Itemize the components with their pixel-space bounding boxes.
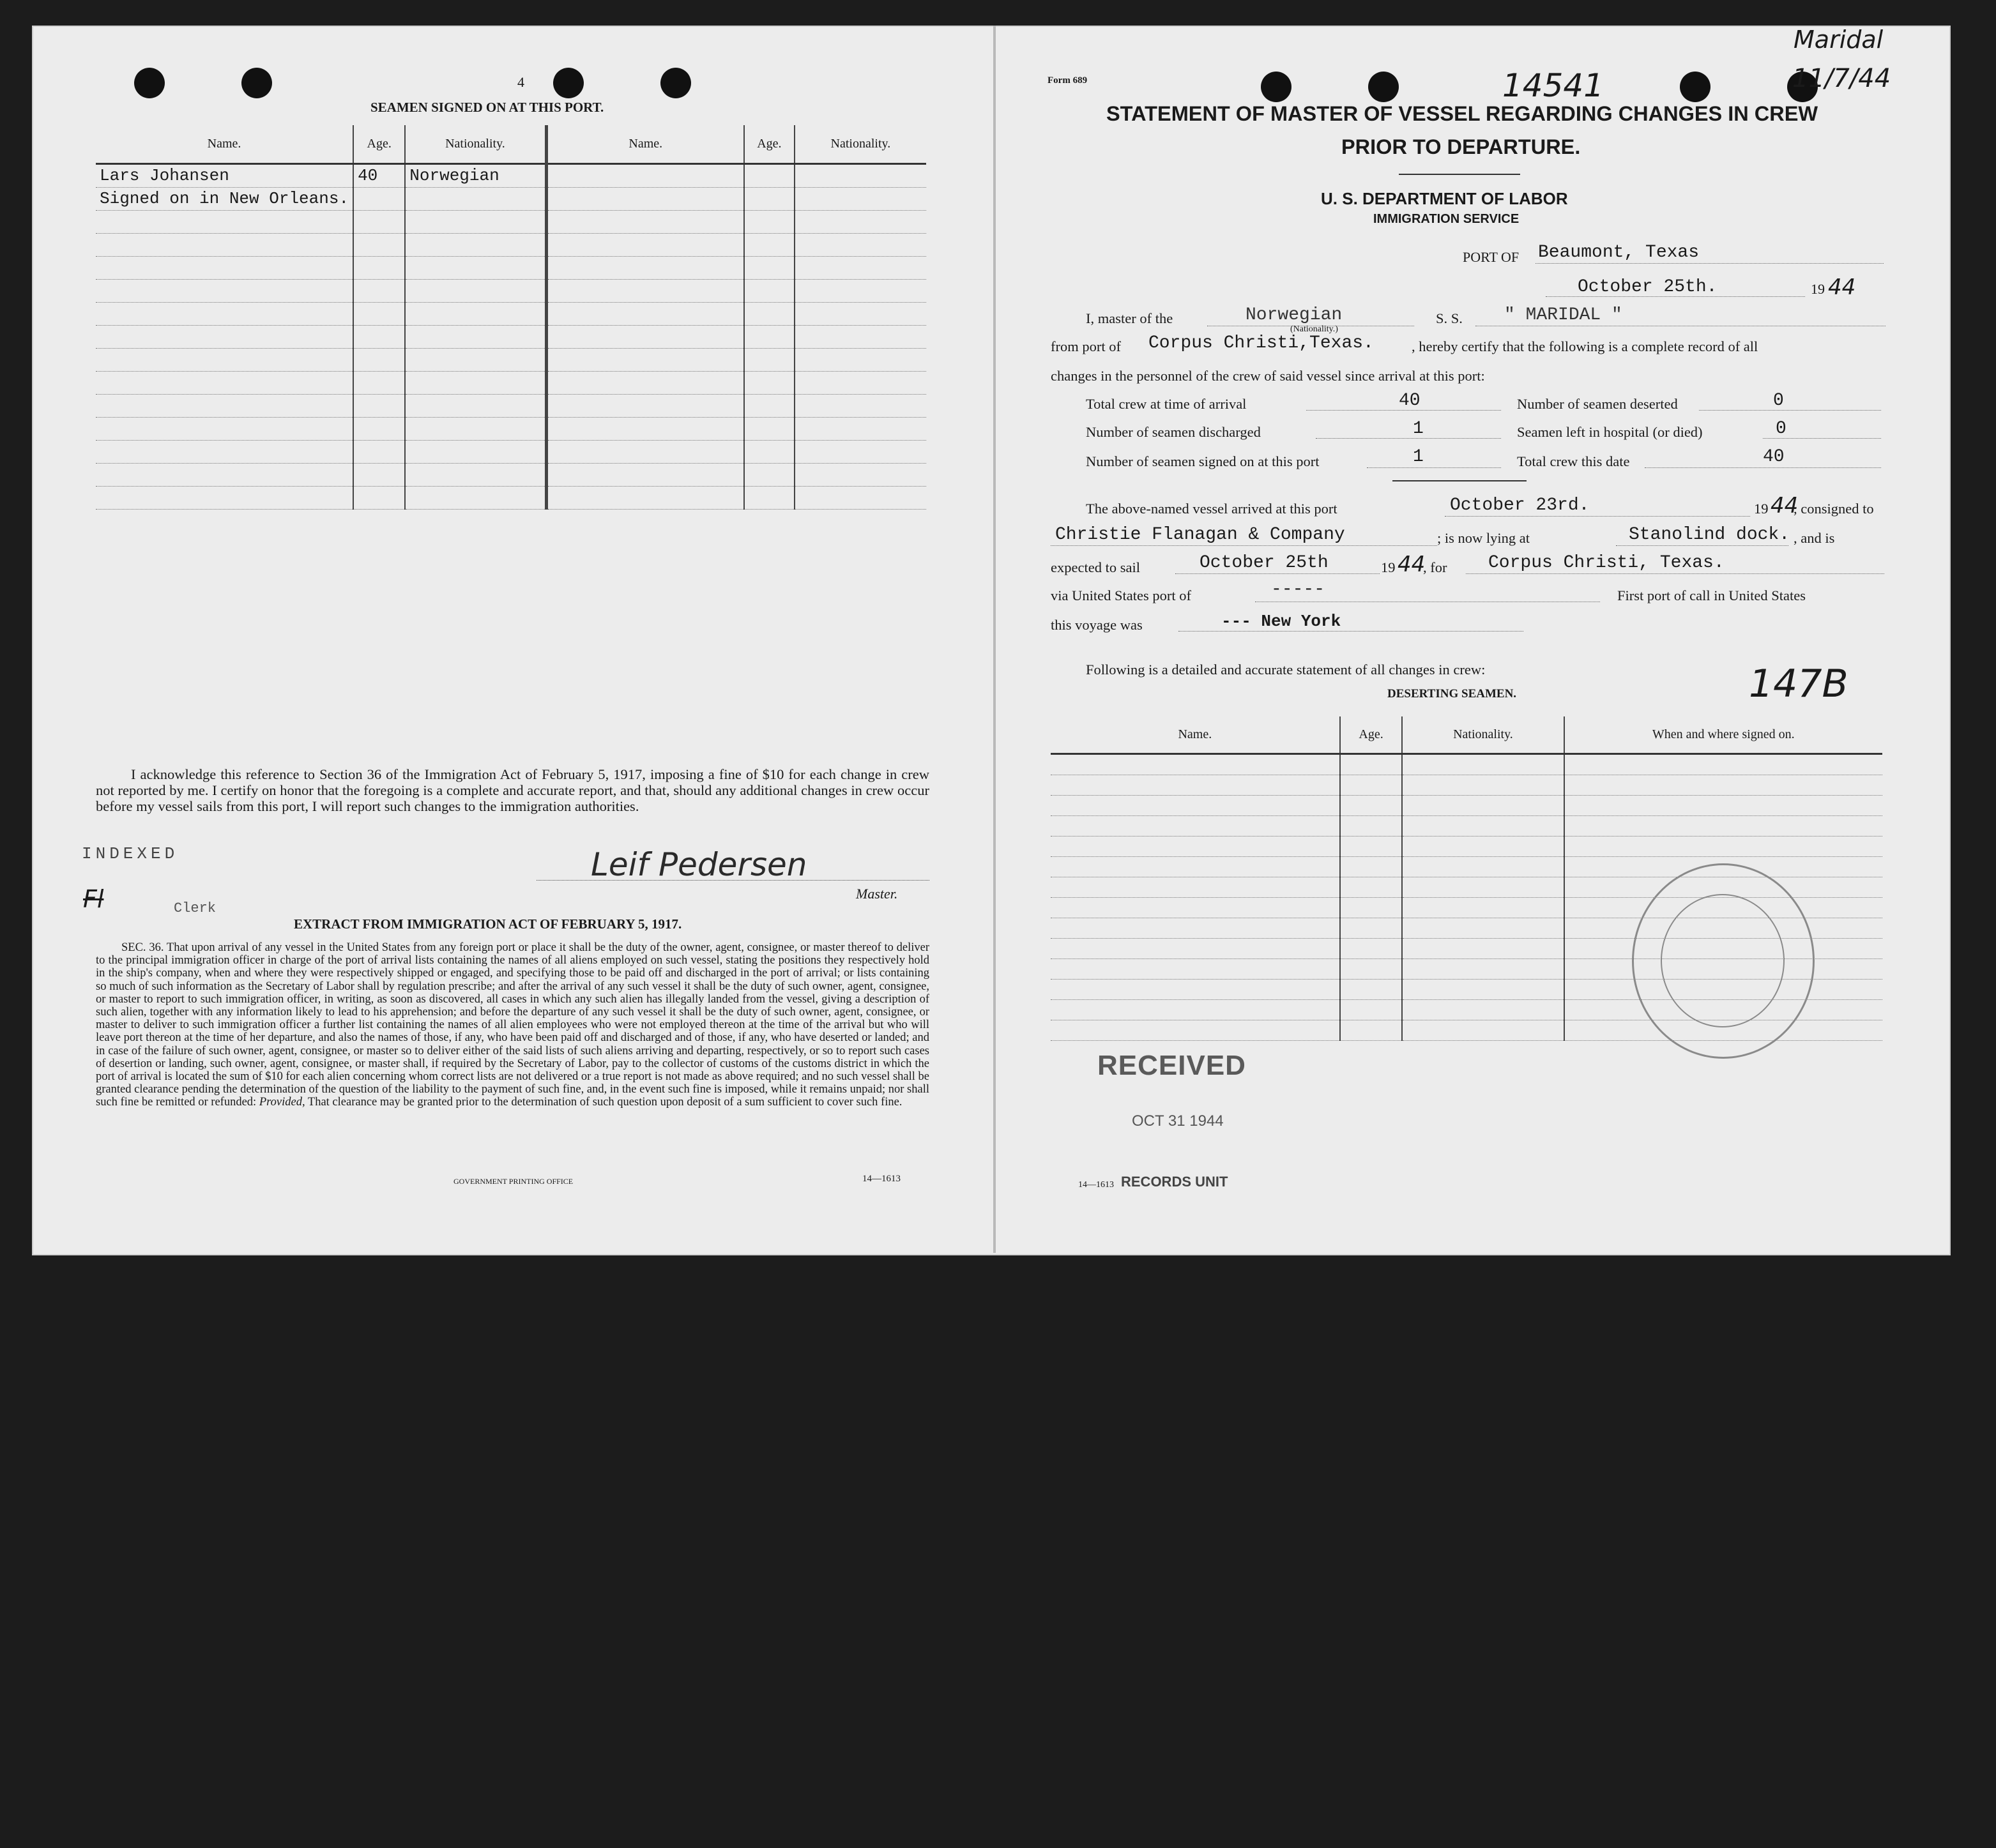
table-cell	[405, 325, 546, 348]
table-cell	[1402, 958, 1564, 979]
table-cell: Lars Johansen	[96, 163, 353, 187]
table-cell	[744, 486, 795, 509]
port-label: PORT OF	[1463, 249, 1520, 265]
signature-line	[537, 880, 929, 881]
stat-value: 1	[1413, 447, 1424, 467]
table-row	[1051, 754, 1882, 775]
lying-label: ; is now lying at	[1437, 530, 1530, 546]
table-cell	[744, 233, 795, 256]
table-row	[96, 256, 926, 279]
form-code-left: 14—1613	[862, 1174, 901, 1184]
consignee-value: Christie Flanagan & Company	[1055, 525, 1345, 545]
table-row	[1051, 815, 1882, 836]
table-cell	[96, 463, 353, 486]
table-row	[1051, 775, 1882, 795]
table-cell	[1051, 979, 1340, 999]
table-cell	[546, 325, 744, 348]
table-cell	[744, 417, 795, 440]
for-value: Corpus Christi, Texas.	[1488, 553, 1725, 573]
table-cell	[96, 348, 353, 371]
table-cell	[96, 440, 353, 463]
table-cell	[744, 440, 795, 463]
table-cell	[96, 302, 353, 325]
table-cell	[546, 394, 744, 417]
table-cell	[744, 302, 795, 325]
stat-value: 40	[1399, 391, 1421, 411]
table-row	[96, 302, 926, 325]
file-number: 14541	[1502, 67, 1604, 104]
from-port-label: from port of	[1051, 338, 1121, 354]
table-cell	[96, 210, 353, 233]
punch-hole	[134, 68, 165, 98]
for-label: , for	[1423, 559, 1447, 575]
nationality-value: Norwegian	[1246, 305, 1343, 325]
column-header: Name.	[1051, 716, 1340, 754]
table-cell	[1051, 775, 1340, 795]
following-text: Following is a detailed and accurate statement of all changes in crew:	[1086, 662, 1486, 678]
punch-hole	[241, 68, 272, 98]
field-line	[1316, 438, 1501, 439]
field-line	[1051, 545, 1437, 546]
table-cell	[1402, 754, 1564, 775]
column-header: Nationality.	[1402, 716, 1564, 754]
master-of-label: I, master of the	[1086, 310, 1173, 326]
from-port-value: Corpus Christi,Texas.	[1148, 333, 1374, 353]
acknowledgement-text: I acknowledge this reference to Section 36 of the Immigration Act of February 5, 1917, imposing a fine of $10 for each change in crew not reported by me. I certify on honor that the foregoing is a complete and accurate report, and that, should any additional changes in crew occur before my vessel sails from this port, I will report such changes to the immigration authorities.	[96, 766, 929, 814]
table-cell	[795, 394, 926, 417]
table-cell	[96, 394, 353, 417]
table-cell	[546, 463, 744, 486]
arrived-year-prefix: 19	[1754, 501, 1769, 517]
table-cell	[1051, 938, 1340, 958]
table-cell	[1402, 897, 1564, 918]
column-header: Age.	[353, 125, 405, 163]
field-line	[1763, 438, 1881, 439]
table-cell	[1564, 795, 1883, 815]
table-cell	[546, 348, 744, 371]
column-header: Name.	[546, 125, 744, 163]
punch-hole	[660, 68, 691, 98]
lying-value: Stanolind dock.	[1629, 525, 1790, 545]
table-cell	[353, 279, 405, 302]
column-header: Age.	[744, 125, 795, 163]
table-row	[96, 486, 926, 509]
column-header: When and where signed on.	[1564, 716, 1883, 754]
table-cell	[1402, 999, 1564, 1020]
stat-label: Total crew at time of arrival	[1086, 396, 1247, 412]
printer-imprint: GOVERNMENT PRINTING OFFICE	[453, 1177, 574, 1186]
table-cell	[1340, 775, 1403, 795]
table-cell	[1340, 958, 1403, 979]
table-cell	[353, 348, 405, 371]
table-cell	[353, 233, 405, 256]
table-row	[96, 417, 926, 440]
handwritten-code: 147B	[1749, 662, 1848, 706]
table-cell	[546, 279, 744, 302]
clerk-initials: Fl	[83, 885, 104, 913]
column-header: Age.	[1340, 716, 1403, 754]
table-cell	[1340, 795, 1403, 815]
table-row	[96, 187, 926, 210]
table-cell	[1340, 918, 1403, 938]
table-cell	[744, 210, 795, 233]
field-line	[1616, 545, 1788, 546]
table-cell: Signed on in New Orleans.	[96, 187, 353, 210]
extract-proviso: That clearance may be granted prior to the determination of such question upon deposit of a sum sufficient to cover such fine.	[307, 1096, 903, 1109]
table-cell	[405, 302, 546, 325]
table-cell	[546, 163, 744, 187]
table-row	[96, 210, 926, 233]
table-cell	[96, 279, 353, 302]
table-cell	[405, 187, 546, 210]
section-title: SEAMEN SIGNED ON AT THIS PORT.	[370, 100, 604, 115]
table-cell	[353, 325, 405, 348]
table-cell	[744, 187, 795, 210]
table-cell	[1051, 836, 1340, 856]
table-cell	[795, 486, 926, 509]
table-cell	[1051, 856, 1340, 877]
field-line	[1699, 410, 1881, 411]
table-row	[1051, 836, 1882, 856]
table-cell	[1340, 877, 1403, 897]
form-code-right: 14—1613	[1078, 1180, 1114, 1190]
table-cell	[1051, 815, 1340, 836]
table-row	[96, 325, 926, 348]
table-row	[96, 279, 926, 302]
table-cell	[1402, 775, 1564, 795]
table-cell	[1051, 918, 1340, 938]
deserting-title: DESERTING SEAMEN.	[1387, 687, 1517, 701]
table-cell	[795, 417, 926, 440]
table-cell	[405, 463, 546, 486]
consigned-label: , consigned to	[1794, 501, 1874, 517]
table-cell	[546, 417, 744, 440]
table-cell	[405, 348, 546, 371]
field-line	[1175, 573, 1380, 574]
table-cell	[795, 348, 926, 371]
changes-text: changes in the personnel of the crew of said vessel since arrival at this port:	[1051, 368, 1485, 384]
stat-value: 1	[1413, 419, 1424, 439]
table-cell	[1402, 938, 1564, 958]
table-cell	[96, 486, 353, 509]
table-cell	[1051, 999, 1340, 1020]
ss-label: S. S.	[1436, 310, 1463, 326]
table-cell	[353, 440, 405, 463]
table-cell	[795, 233, 926, 256]
expected-year-value: 44	[1398, 552, 1426, 577]
field-line	[1367, 467, 1501, 468]
corner-note: Maridal	[1794, 26, 1884, 54]
table-cell	[795, 325, 926, 348]
table-cell	[353, 302, 405, 325]
table-cell	[1564, 815, 1883, 836]
table-cell	[1340, 856, 1403, 877]
arrived-year-value: 44	[1771, 493, 1799, 519]
table-cell	[1051, 754, 1340, 775]
seamen-signed-on-table	[96, 125, 926, 510]
table-cell	[96, 256, 353, 279]
table-cell	[405, 279, 546, 302]
extract-text: That upon arrival of any vessel in the United States from any foreign port or place it shall be the duty of the owner, agent, consignee, or master thereof to deliver to the principal immigration officer in charge of the port of arrival lists containing the names of all aliens employed on such vessel, stating the positions they respectively hold in the ship's company, when and where they were respectively shipped or engaged, and specifying those to be paid off and discharged in the port of arrival; or lists containing so much of such information as the Secretary of Labor shall by regulation prescribe; and after the arrival of any such vessel it shall be the duty of such owner, agent, consignee, or master to report to such immigration officer, in writing, as soon as discovered, all cases in which any such alien has illegally landed from the vessel, giving a description of such alien, together with any information likely to lead to his apprehension; and before the departure of any such vessel it shall be the duty of such owner, agent, consignee, or master to deliver to such immigration officer a further list containing the names of all alien employees who were not employed thereon at the time of the arrival but who will leave port thereon at the time of her departure, and also the names of those, if any, who have been paid off and discharged and of those, if any, who have deserted or landed; and in case of the failure of such owner, agent, consignee, or master so to deliver either of the said lists of such aliens arriving and departing, respectively, or so to report such cases of desertion or landing, such owner, agent, consignee, or master shall, if required by the Secretary of Labor, pay to the collector of customs of the customs district in which the port of arrival is located the sum of $10 for each alien concerning whom correct lists are not delivered or a true report is not made as above required; and no such vessel shall be granted clearance pending the determination of the question of the liability to the payment of such fine, and, in the event such fine is imposed, while it remains unpaid; nor shall such fine be remitted or refunded:	[96, 941, 929, 1109]
via-value: -----	[1271, 580, 1325, 600]
table-cell	[405, 440, 546, 463]
table-cell: Norwegian	[405, 163, 546, 187]
table-cell	[1402, 979, 1564, 999]
clerk-label: Clerk	[174, 900, 217, 916]
stat-label: Seamen left in hospital (or died)	[1517, 424, 1703, 440]
table-cell	[1340, 979, 1403, 999]
table-cell	[96, 325, 353, 348]
field-line	[1546, 296, 1805, 297]
table-cell	[353, 256, 405, 279]
table-cell	[405, 233, 546, 256]
table-cell	[96, 233, 353, 256]
field-line	[1306, 410, 1501, 411]
table-cell	[405, 394, 546, 417]
table-cell	[353, 210, 405, 233]
table-row	[96, 463, 926, 486]
table-cell: 40	[353, 163, 405, 187]
stat-value: 40	[1763, 447, 1785, 467]
table-row	[96, 394, 926, 417]
table-cell	[795, 302, 926, 325]
table-cell	[795, 279, 926, 302]
and-is-label: , and is	[1794, 530, 1835, 546]
stat-label: Total crew this date	[1517, 453, 1630, 469]
column-header: Nationality.	[795, 125, 926, 163]
indexed-stamp: INDEXED	[82, 844, 179, 863]
voyage-value: --- New York	[1221, 612, 1341, 631]
table-cell	[1402, 815, 1564, 836]
table-cell	[1051, 877, 1340, 897]
expected-label: expected to sail	[1051, 559, 1140, 575]
page-fold	[993, 26, 996, 1253]
table-cell	[546, 233, 744, 256]
table-cell	[795, 163, 926, 187]
table-cell	[353, 187, 405, 210]
table-cell	[96, 417, 353, 440]
table-cell	[744, 348, 795, 371]
page-number: 4	[517, 74, 524, 90]
table-cell	[353, 394, 405, 417]
table-cell	[1340, 938, 1403, 958]
table-cell	[405, 256, 546, 279]
table-row	[96, 163, 926, 187]
extract-proviso-label: Provided,	[259, 1096, 305, 1109]
table-cell	[1051, 897, 1340, 918]
table-cell	[1340, 999, 1403, 1020]
year-value: 44	[1828, 275, 1856, 300]
punch-hole	[1261, 72, 1291, 102]
table-cell	[353, 486, 405, 509]
table-cell	[1340, 815, 1403, 836]
circular-stamp-inner	[1661, 894, 1785, 1027]
table-cell	[546, 256, 744, 279]
table-cell	[405, 417, 546, 440]
table-cell	[795, 210, 926, 233]
arrived-value: October 23rd.	[1450, 496, 1590, 515]
table-cell	[405, 486, 546, 509]
form-title: STATEMENT OF MASTER OF VESSEL REGARDING CHANGES IN CREW	[1106, 102, 1818, 125]
table-cell	[405, 371, 546, 394]
table-cell	[546, 187, 744, 210]
extract-lead: SEC. 36.	[121, 941, 164, 954]
extract-title: EXTRACT FROM IMMIGRATION ACT OF FEBRUARY 5, 1917.	[294, 916, 682, 932]
title-rule	[1399, 174, 1520, 175]
department: U. S. DEPARTMENT OF LABOR	[1321, 189, 1568, 208]
table-cell	[795, 440, 926, 463]
table-cell	[353, 463, 405, 486]
received-stamp: RECEIVED	[1097, 1050, 1246, 1081]
form-number: Form 689	[1048, 75, 1088, 86]
table-row	[96, 233, 926, 256]
table-cell	[1402, 1020, 1564, 1040]
via-label: via United States port of	[1051, 587, 1191, 603]
form-subtitle: PRIOR TO DEPARTURE.	[1341, 135, 1581, 158]
vessel-name: " MARIDAL "	[1504, 305, 1622, 325]
table-cell	[1340, 754, 1403, 775]
table-cell	[546, 302, 744, 325]
table-cell	[744, 325, 795, 348]
table-cell	[1051, 795, 1340, 815]
column-header: Name.	[96, 125, 353, 163]
port-value: Beaumont, Texas	[1538, 243, 1700, 262]
punch-hole	[1368, 72, 1399, 102]
table-cell	[1340, 897, 1403, 918]
stats-rule	[1392, 480, 1527, 481]
records-unit-stamp: RECORDS UNIT	[1121, 1174, 1228, 1190]
table-cell	[1564, 775, 1883, 795]
column-header: Nationality.	[405, 125, 546, 163]
year-prefix: 19	[1811, 281, 1825, 297]
arrived-label: The above-named vessel arrived at this port	[1086, 501, 1337, 517]
stat-value: 0	[1773, 391, 1784, 411]
table-cell	[744, 371, 795, 394]
service: IMMIGRATION SERVICE	[1373, 212, 1520, 226]
corner-note-date: 11/7/44	[1792, 64, 1891, 93]
stat-label: Number of seamen signed on at this port	[1086, 453, 1320, 469]
certify-text: , hereby certify that the following is a complete record of all	[1412, 338, 1758, 354]
table-cell	[546, 486, 744, 509]
table-cell	[1402, 836, 1564, 856]
table-cell	[744, 163, 795, 187]
table-cell	[795, 371, 926, 394]
table-row	[96, 348, 926, 371]
table-cell	[795, 187, 926, 210]
table-cell	[1564, 754, 1883, 775]
table-row	[96, 440, 926, 463]
field-line	[1178, 631, 1523, 632]
expected-value: October 25th	[1200, 553, 1329, 573]
table-cell	[405, 210, 546, 233]
field-line	[1645, 467, 1881, 468]
table-cell	[744, 394, 795, 417]
table-cell	[1564, 836, 1883, 856]
table-cell	[96, 371, 353, 394]
field-line	[1445, 516, 1750, 517]
date-value: October 25th.	[1578, 277, 1718, 297]
field-line	[1535, 263, 1884, 264]
table-cell	[546, 210, 744, 233]
table-cell	[353, 371, 405, 394]
punch-hole	[1680, 72, 1710, 102]
table-cell	[1402, 918, 1564, 938]
master-label: Master.	[856, 886, 898, 902]
table-cell	[744, 279, 795, 302]
expected-year-prefix: 19	[1381, 559, 1396, 575]
table-row	[1051, 795, 1882, 815]
table-cell	[353, 417, 405, 440]
stat-value: 0	[1776, 419, 1786, 439]
table-cell	[546, 440, 744, 463]
table-cell	[546, 371, 744, 394]
table-cell	[744, 463, 795, 486]
table-cell	[744, 256, 795, 279]
table-cell	[795, 463, 926, 486]
table-cell	[795, 256, 926, 279]
extract-body	[96, 941, 929, 1109]
table-row	[96, 371, 926, 394]
table-cell	[1402, 795, 1564, 815]
voyage-label: this voyage was	[1051, 617, 1143, 633]
table-cell	[1340, 836, 1403, 856]
stat-label: Number of seamen deserted	[1517, 396, 1678, 412]
table-cell	[1340, 1020, 1403, 1040]
received-date: OCT 31 1944	[1132, 1112, 1224, 1130]
master-signature: Leif Pedersen	[591, 846, 807, 883]
table-cell	[1051, 1020, 1340, 1040]
stat-label: Number of seamen discharged	[1086, 424, 1261, 440]
table-cell	[1402, 856, 1564, 877]
table-cell	[1402, 877, 1564, 897]
nationality-caption: (Nationality.)	[1290, 324, 1338, 334]
field-line	[1466, 573, 1884, 574]
table-cell	[1051, 958, 1340, 979]
first-port-label: First port of call in United States	[1617, 587, 1806, 603]
punch-hole	[553, 68, 584, 98]
